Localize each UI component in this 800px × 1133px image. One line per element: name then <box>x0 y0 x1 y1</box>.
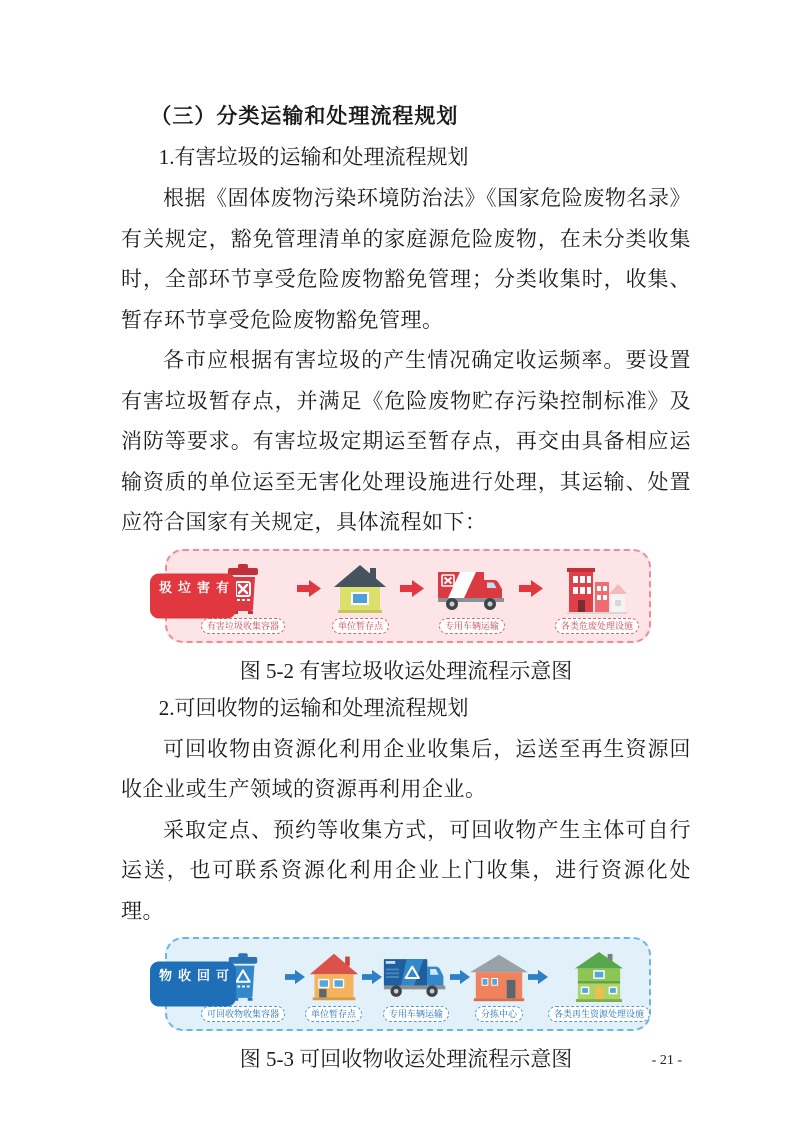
figure-5-3-caption: 图 5-3 可回收物收运处理流程示意图 <box>239 1047 573 1071</box>
flow-step-label: 单位暂存点 <box>332 618 389 634</box>
flow-step <box>436 560 508 634</box>
paragraph-4: 采取定点、预约等收集方式，可回收物产生主体可自行运送，也可联系资源化利用企业上门收集，进行资源化处理。 <box>121 817 691 923</box>
paragraph-2: 各市应根据有害垃圾的产生情况确定收运频率。要设置有害垃圾暂存点，并满足《危险废物贮存污染控制标准》及消防等要求。有害垃圾定期运至暂存点，再交由具备相应运输资质的单位运至无害化处理设施进行处理，其运输、处置应符合国家有关规定，具体流程如下： <box>121 348 691 534</box>
paragraph-1: 根据《固体废物污染环境防治法》《国家危险废物名录》有关规定，豁免管理清单的家庭源危险废物，在未分类收集时，全部环节享受危险废物豁免管理；分类收集时，收集、暂存环节享受危险废物豁免管理。 <box>121 186 691 332</box>
flow-step <box>382 948 450 1022</box>
recyclable-truck-icon <box>382 948 450 1002</box>
flow-step <box>470 948 528 1022</box>
flow-arrow-icon <box>285 969 305 985</box>
flow-step-label: 专用车辆运输 <box>383 1006 449 1022</box>
flow-arrow-icon <box>528 969 548 985</box>
hazardous-waste-side-label: 有害垃圾 <box>150 573 236 618</box>
flow-step-label: 可回收物收集容器 <box>201 1006 285 1022</box>
flow-step-label: 有害垃圾收集容器 <box>201 618 285 634</box>
flow-arrow-icon <box>297 580 321 597</box>
flow-step-label: 各类再生资源处理设施 <box>548 1006 650 1022</box>
subsection-heading-2: 2.可回收物的运输和处理流程规划 <box>158 695 469 720</box>
unit-storage-house-icon <box>308 948 360 1002</box>
flow-step-label: 分拣中心 <box>475 1006 523 1022</box>
document-content <box>121 96 691 1076</box>
flow-arrow-icon <box>450 969 470 985</box>
flow-step-label: 专用车辆运输 <box>439 618 505 634</box>
flow-step-label: 各类危废处理设施 <box>555 618 639 634</box>
figure-5-3 <box>121 937 691 1076</box>
recyclable-flow-diagram <box>157 937 651 1031</box>
flow-arrow-icon <box>519 580 543 597</box>
flow-arrow-icon <box>400 580 424 597</box>
flow-step-label: 单位暂存点 <box>305 1006 362 1022</box>
sorting-center-icon <box>470 948 528 1002</box>
flow-step <box>555 560 639 634</box>
flow-step <box>305 948 362 1022</box>
page-number: - 21 - <box>651 1053 682 1068</box>
recycling-facility-icon <box>572 948 626 1002</box>
hazardous-truck-icon <box>436 560 508 614</box>
flow-step <box>548 948 650 1022</box>
hazardous-flow-diagram <box>157 549 651 643</box>
treatment-buildings-icon <box>565 560 629 614</box>
flow-step <box>332 560 389 634</box>
figure-5-2-caption: 图 5-2 有害垃圾收运处理流程示意图 <box>239 658 573 683</box>
flow-arrow-icon <box>362 969 382 985</box>
paragraph-3: 可回收物由资源化利用企业收集后，运送至再生资源回收企业或生产领域的资源再利用企业。 <box>121 736 691 801</box>
recyclable-side-label: 可回收物 <box>150 962 236 1007</box>
section-heading: （三）分类运输和处理流程规划 <box>150 104 459 128</box>
figure-5-2 <box>121 549 691 688</box>
storage-house-icon <box>332 560 388 614</box>
subsection-heading-1: 1.有害垃圾的运输和处理流程规划 <box>158 145 469 169</box>
